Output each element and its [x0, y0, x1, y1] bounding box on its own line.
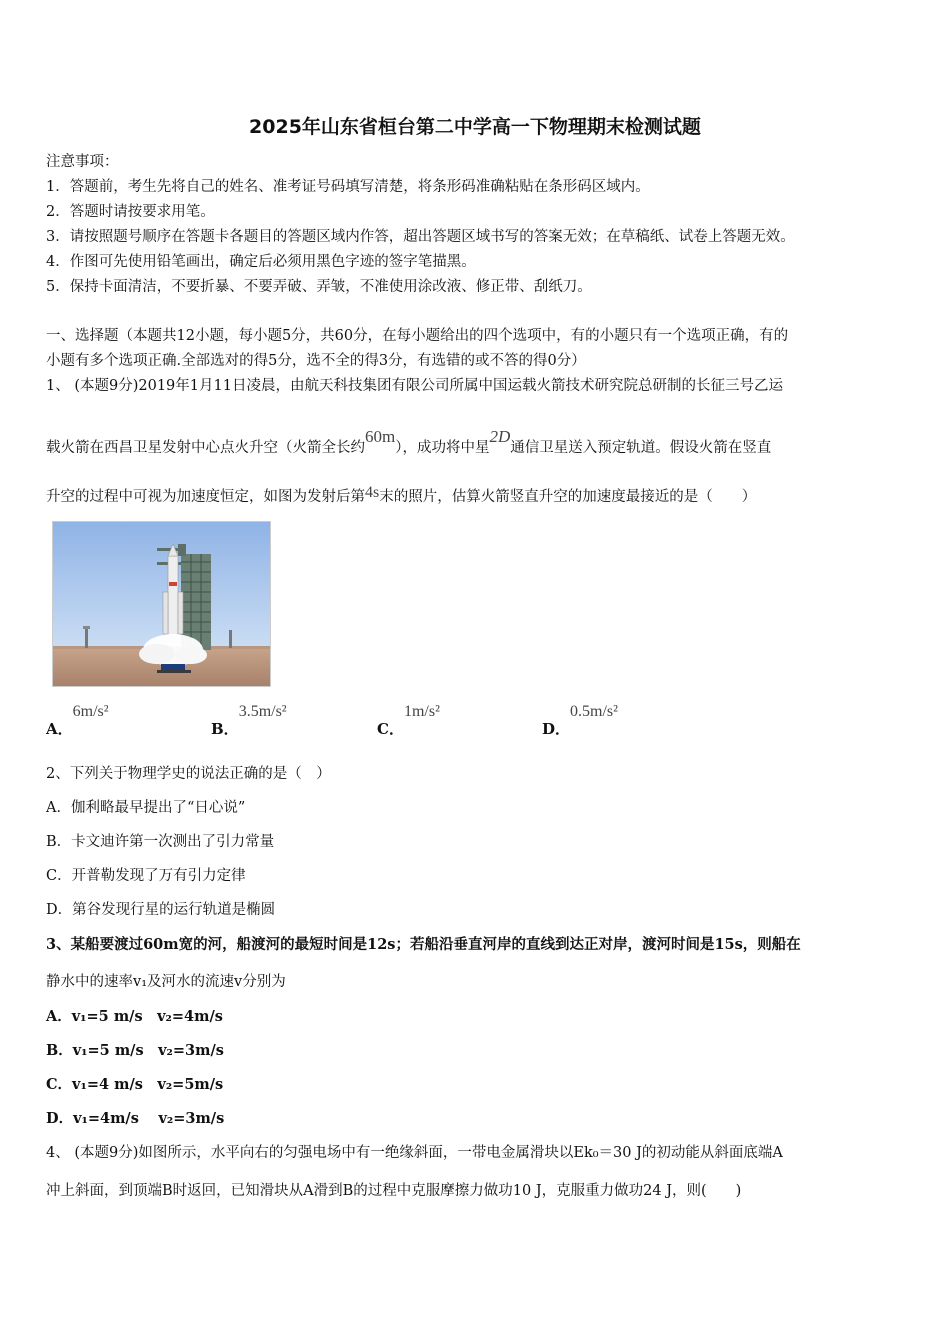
rocket-launch-photo: [52, 521, 271, 687]
q1-rocket-length: 60m: [365, 427, 396, 446]
q1-line2c: 通信卫星送入预定轨道。假设火箭在竖直: [510, 440, 772, 456]
q3-line2: 静水中的速率v₁及河水的流速v分别为: [46, 974, 286, 990]
notice-item: 3．请按照题号顺序在答题卡各题目的答题区域内作答，超出答题区域书写的答案无效；在草稿纸、试卷上答题无效。: [46, 229, 795, 245]
q2-option: C．开普勒发现了万有引力定律: [46, 868, 246, 884]
q1-line2a: 载火箭在西昌卫星发射中心点火升空（火箭全长约: [46, 440, 365, 456]
q3-option: B．v₁=5 m/s v₂=3m/s: [46, 1042, 224, 1059]
q1-line1: 1、 (本题9分)2019年1月11日凌晨，由航天科技集团有限公司所属中国运载火箭技术研究院总研制的长征三号乙运: [46, 378, 783, 394]
q1-option-value: 1m/s²: [403, 703, 440, 720]
q1-line3b: 末的照片，估算火箭竖直升空的加速度最接近的是（ ）: [379, 489, 757, 505]
q2-stem: 2、下列关于物理学史的说法正确的是（ ）: [46, 766, 331, 782]
q3-option: A．v₁=5 m/s v₂=4m/s: [46, 1008, 223, 1025]
q1-line2b: ），成功将中星: [395, 440, 490, 456]
notice-item: 1．答题前，考生先将自己的姓名、准考证号码填写清楚，将条形码准确粘贴在条形码区域内。: [46, 179, 650, 195]
q1-option-label: B．: [211, 720, 239, 738]
page-title: 2025年山东省桓台第二中学高一下物理期末检测试题: [249, 116, 701, 138]
q1-line2: [46, 427, 772, 458]
q1-line3a: 升空的过程中可视为加速度恒定，如图为发射后第: [46, 489, 365, 505]
q3-line1: 3、某船要渡过60m宽的河，船渡河的最短时间是12s；若船沿垂直河岸的直线到达正对岸，渡河时间是15s，则船在: [46, 936, 801, 953]
q2-option: D．第谷发现行星的运行轨道是椭圆: [46, 902, 276, 918]
q1-option-c: [377, 703, 440, 738]
q1-option-d: [542, 703, 618, 738]
notice-item: 5．保持卡面清洁，不要折暴、不要弄破、弄皱，不准使用涂改液、修正带、刮纸刀。: [46, 279, 592, 295]
q3-option: C．v₁=4 m/s v₂=5m/s: [46, 1076, 224, 1093]
q1-time: 4s: [365, 484, 380, 501]
q1-option-b: [211, 703, 287, 738]
q1-option-label: D．: [542, 720, 571, 738]
q1-option-label: A．: [46, 720, 73, 738]
section-heading-line2: 小题有多个选项正确.全部选对的得5分，选不全的得3分，有选错的或不答的得0分）: [46, 353, 586, 369]
q1-option-value: 0.5m/s²: [570, 703, 618, 720]
q2-option: A．伽利略最早提出了“日心说”: [46, 800, 246, 816]
notice-item: 4．作图可先使用铅笔画出，确定后必须用黑色字迹的签字笔描黑。: [46, 254, 476, 270]
q4-line2: 冲上斜面，到顶端B时返回，已知滑块从A滑到B的过程中克服摩擦力做功10 J，克服重力做功24 J，则( ): [46, 1183, 742, 1199]
q1-option-a: [46, 703, 109, 738]
q1-line3: [46, 484, 757, 507]
section-heading-line1: 一、选择题（本题共12小题，每小题5分，共60分，在每小题给出的四个选项中，有的小题只有一个选项正确，有的: [46, 328, 789, 344]
q4-line1: 4、 (本题9分)如图所示，水平向右的匀强电场中有一绝缘斜面，一带电金属滑块以Ek₀＝30 J的初动能从斜面底端A: [46, 1145, 783, 1161]
notice-item: 2．答题时请按要求用笔。: [46, 204, 215, 220]
notice-heading: 注意事项：: [46, 154, 119, 170]
q3-option: D．v₁=4m/s v₂=3m/s: [46, 1110, 225, 1127]
q1-satellite-name: 2D: [489, 427, 511, 446]
q1-option-value: 3.5m/s²: [238, 703, 287, 720]
q2-option: B．卡文迪许第一次测出了引力常量: [46, 834, 275, 850]
q1-option-value: 6m/s²: [72, 703, 109, 720]
q1-option-label: C．: [377, 720, 404, 738]
